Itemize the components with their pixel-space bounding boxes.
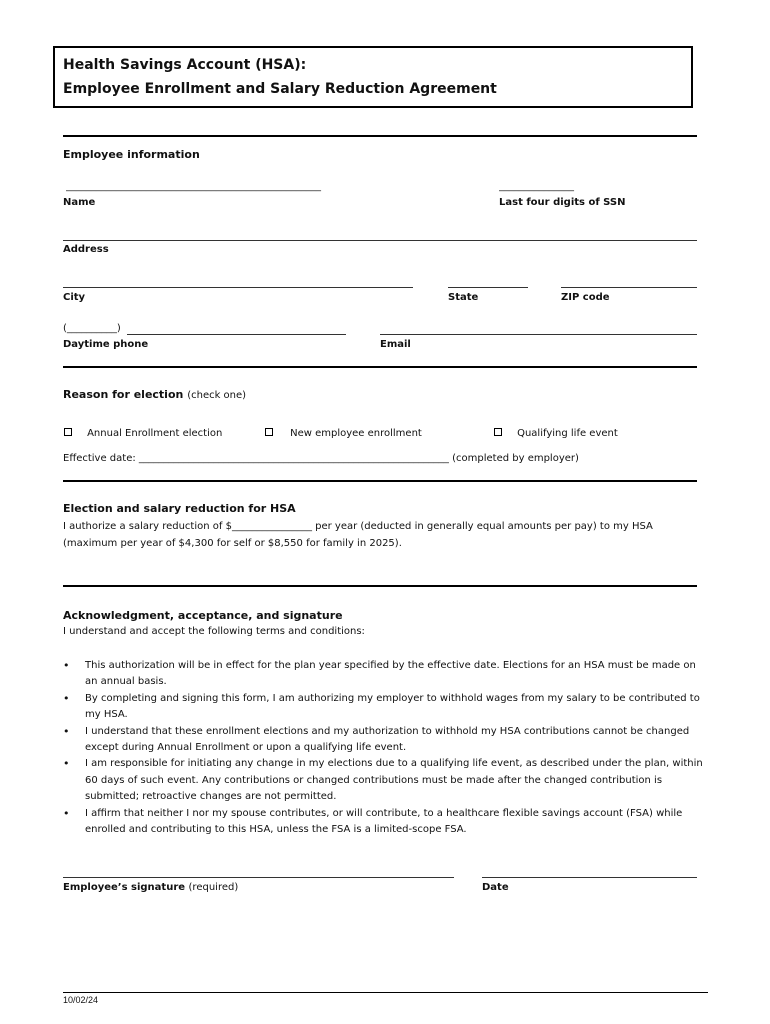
address-field-line[interactable]: [63, 240, 697, 241]
state-label: State: [448, 292, 479, 303]
email-field-line[interactable]: [380, 334, 697, 335]
new-employee-option[interactable]: [265, 421, 422, 440]
reason-heading-note: (check one): [187, 390, 247, 401]
effective-date-row: [63, 453, 579, 464]
form-title-line-2: Employee Enrollment and Salary Reduction Agreement: [63, 81, 497, 97]
city-label: City: [63, 292, 86, 303]
footer-divider: [63, 992, 708, 993]
ssn-field-line[interactable]: _______________: [499, 181, 574, 192]
zip-label: ZIP code: [561, 292, 610, 303]
terms-list: [63, 658, 707, 838]
qualifying-event-option[interactable]: [494, 421, 618, 440]
election-authorization-text: I authorize a salary reduction of $________________ per year (deducted in generally equal amounts per pay) to my HSA: [63, 521, 653, 532]
reason-heading-label: Reason for election: [63, 388, 184, 401]
section-divider: [63, 366, 697, 368]
election-maximum-text: (maximum per year of $4,300 for self or $8,550 for family in 2025).: [63, 538, 402, 549]
annual-enrollment-label: Annual Enrollment election: [87, 428, 223, 439]
annual-enrollment-checkbox[interactable]: [64, 428, 72, 436]
ssn-label: Last four digits of SSN: [499, 197, 626, 208]
phone-field-line[interactable]: [127, 334, 346, 335]
employee-info-heading: Employee information: [63, 148, 200, 161]
reason-heading: [63, 388, 246, 401]
acknowledgment-intro: I understand and accept the following terms and conditions:: [63, 626, 365, 637]
new-employee-label: New employee enrollment: [290, 428, 422, 439]
new-employee-checkbox[interactable]: [265, 428, 273, 436]
annual-enrollment-option[interactable]: [64, 421, 222, 440]
signature-field-line[interactable]: [63, 877, 454, 878]
date-field-line[interactable]: [482, 877, 697, 878]
phone-area-code-field[interactable]: (__________): [63, 323, 121, 334]
phone-label: Daytime phone: [63, 339, 149, 350]
section-divider: [63, 480, 697, 482]
name-label: Name: [63, 197, 96, 208]
terms-item: • By completing and signing this form, I am authorizing my employer to withhold wages from my salary to be contributed to my HSA.: [63, 691, 707, 724]
acknowledgment-heading: Acknowledgment, acceptance, and signature: [63, 609, 343, 622]
effective-date-note: (completed by employer): [452, 453, 579, 464]
city-field-line[interactable]: [63, 287, 413, 288]
election-heading: Election and salary reduction for HSA: [63, 502, 296, 515]
footer-revision-date: 10/02/24: [63, 995, 99, 1005]
email-label: Email: [380, 339, 411, 350]
form-title-box: [53, 46, 693, 108]
terms-item: • This authorization will be in effect for the plan year specified by the effective date. Elections for an HSA must be made on an annual basis.: [63, 658, 707, 691]
effective-date-label: Effective date:: [63, 453, 136, 464]
state-field-line[interactable]: [448, 287, 528, 288]
date-label: Date: [482, 882, 509, 893]
signature-label-text: Employee’s signature: [63, 882, 186, 893]
terms-item: • I affirm that neither I nor my spouse contributes, or will contribute, to a healthcare flexible savings account (FSA) while enrolled and contributing to this HSA, unless the FSA is a limited-scope FSA.: [63, 806, 707, 839]
qualifying-event-label: Qualifying life event: [517, 428, 618, 439]
terms-item: • I understand that these enrollment elections and my authorization to withhold my HSA contributions cannot be changed except during Annual Enrollment or upon a qualifying life event.: [63, 724, 707, 757]
section-divider: [63, 135, 697, 137]
signature-required-note: (required): [188, 882, 239, 893]
effective-date-field[interactable]: ______________________________________________________________: [138, 453, 449, 464]
address-label: Address: [63, 244, 109, 255]
terms-item: • I am responsible for initiating any change in my elections due to a qualifying life event, as described under the plan, within 60 days of such event. Any contributions or changed contributions must be made after the changed contribution is submitted; retroactive changes are not permitted.: [63, 756, 707, 805]
zip-field-line[interactable]: [561, 287, 697, 288]
name-field-line[interactable]: ___________________________________________________: [66, 181, 321, 192]
qualifying-event-checkbox[interactable]: [494, 428, 502, 436]
signature-label: [63, 882, 238, 893]
form-title-line-1: Health Savings Account (HSA):: [63, 57, 307, 73]
section-divider: [63, 585, 697, 587]
